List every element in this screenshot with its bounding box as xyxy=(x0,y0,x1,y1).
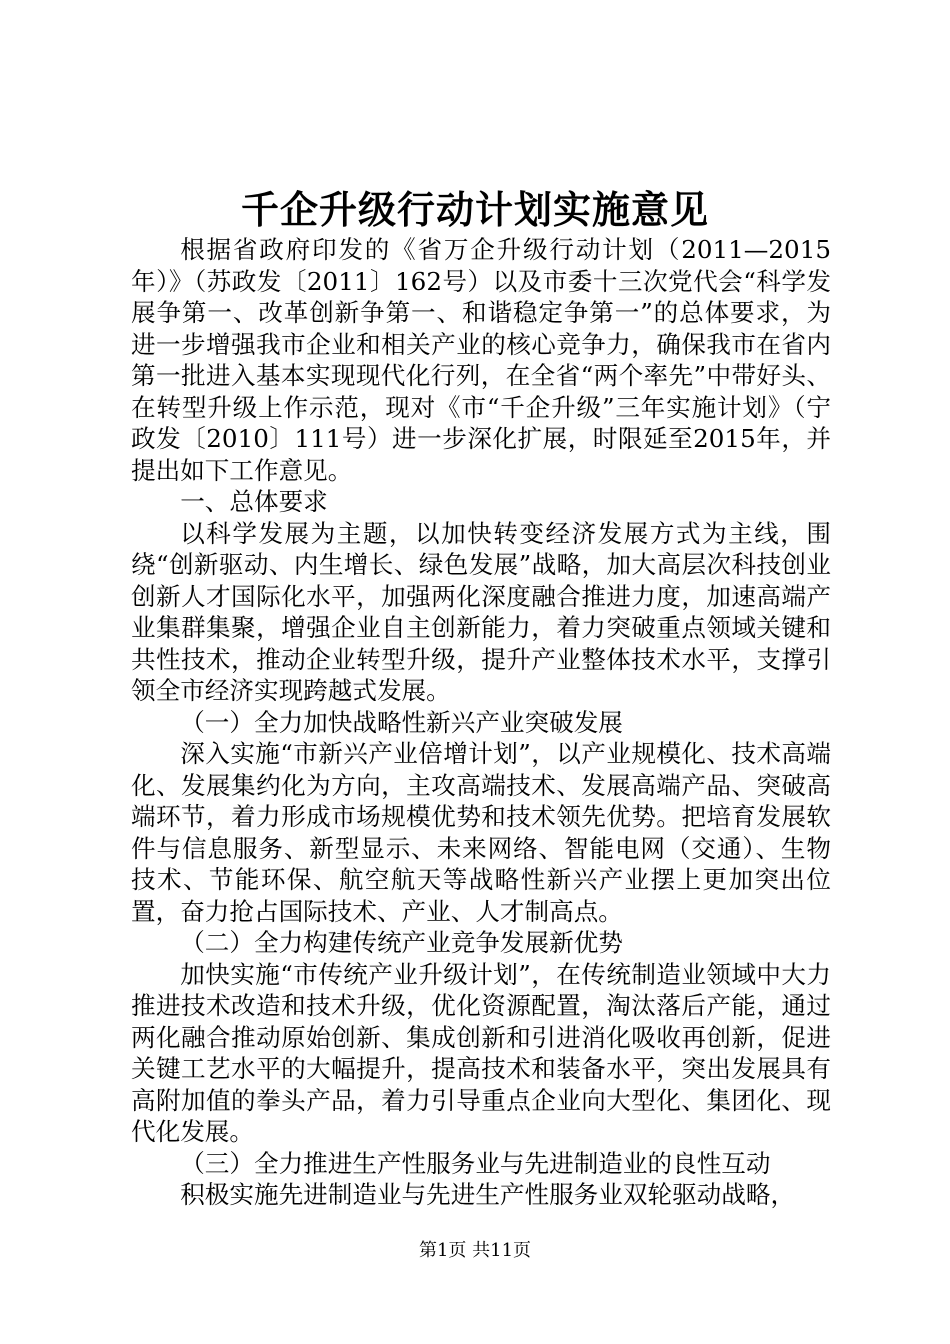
subsection-heading: （二）全力构建传统产业竞争发展新优势 xyxy=(180,928,623,957)
subsection-heading: （一）全力加快战略性新兴产业突破发展 xyxy=(180,707,623,737)
document-body xyxy=(131,234,831,1211)
body-paragraph: 积极实施先进制造业与先进生产性服务业双轮驱动战略， xyxy=(180,1180,796,1209)
body-paragraph: 加快实施“市传统产业升级计划”，在传统制造业领域中大力推进技术改造和技术升级，优化资源配置，淘汰落后产能，通过两化融合推动原始创新、集成创新和引进消化吸收再创新，促进关键工艺水平的大幅提升，提高技术和装备水平，突出发展具有高附加值的拳头产品，着力引导重点企业向大型化、集团化、现代化发展。 xyxy=(131,959,831,1146)
body-paragraph: 根据省政府印发的《省万企升级行动计划（2011—2015年）》（苏政发〔2011〕162号）以及市委十三次党代会“科学发展争第一、改革创新争第一、和谐稳定争第一”的总体要求，为进一步增强我市企业和相关产业的核心竞争力，确保我市在省内第一批进入基本实现现代化行列，在全省“两个率先”中带好头、在转型升级上作示范，现对《市“千企升级”三年实施计划》（宁政发〔2010〕111号）进一步深化扩展，时限延至2015年，并提出如下工作意见。 xyxy=(131,235,831,485)
document-title: 千企升级行动计划实施意见 xyxy=(240,187,709,232)
page-number-footer: 第1页 共11页 xyxy=(418,1240,532,1261)
subsection-heading: （三）全力推进生产性服务业与先进制造业的良性互动 xyxy=(180,1148,771,1178)
body-paragraph: 以科学发展为主题，以加快转变经济发展方式为主线，围绕“创新驱动、内生增长、绿色发展”战略，加大高层次科技创业创新人才国际化水平，加强两化深度融合推进力度，加速高端产业集群集聚，增强企业自主创新能力，着力突破重点领域关键和共性技术，推动企业转型升级，提升产业整体技术水平，支撑引领全市经济实现跨越式发展。 xyxy=(131,518,831,705)
body-paragraph: 深入实施“市新兴产业倍增计划”，以产业规模化、技术高端化、发展集约化为方向，主攻高端技术、发展高端产品、突破高端环节，着力形成市场规模优势和技术领先优势。把培育发展软件与信息服务、新型显示、未来网络、智能电网（交通）、生物技术、节能环保、航空航天等战略性新兴产业摆上更加突出位置，奋力抢占国际技术、产业、人才制高点。 xyxy=(131,739,831,926)
section-heading: 一、总体要求 xyxy=(180,487,328,516)
